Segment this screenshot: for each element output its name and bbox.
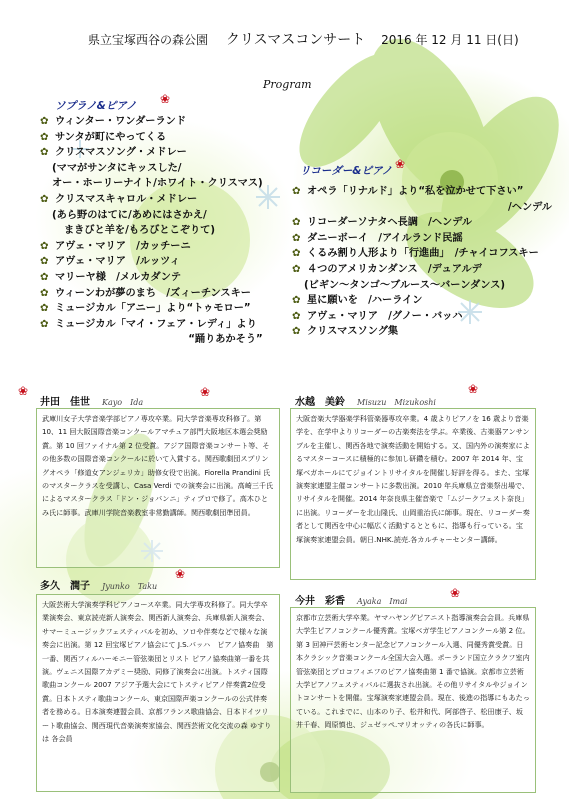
flower-icon: ❀ bbox=[160, 92, 171, 106]
program-item: ✿ マリーヤ様 /メルカダンテ bbox=[40, 270, 263, 286]
star-bullet-icon: ✿ bbox=[40, 256, 49, 268]
program-item: (ビギン〜タンゴ〜ブルース〜バーンダンス) bbox=[304, 279, 506, 291]
program-item: /ヘンデル bbox=[508, 201, 552, 213]
program-item: ✿ クリスマスキャロル・メドレー bbox=[40, 192, 263, 208]
star-bullet-icon: ✿ bbox=[292, 186, 301, 197]
flower-icon: ❀ bbox=[18, 384, 29, 398]
flower-icon: ❀ bbox=[450, 586, 461, 600]
performer-name: 多久 潤子 Jyunko Taku bbox=[40, 581, 158, 592]
star-bullet-icon: ✿ bbox=[40, 116, 49, 127]
performer-bio: 大阪音楽大学器楽学科管楽器専攻卒業。4 歳よりピアノを 16 歳より音楽学を、在学中よりリコーダーの古楽奏法を学ぶ。卒業後、古楽器アンサンブルを主催し、関西各地で演奏活動を開始する。又、国内外の演奏家によるマスターコースに積極的に参加し研鑽を積む。2007 年 2014 年、宝塚ベガホールにてジョイントリサイタルを開催し好評を得る。また、宝塚演奏家連盟主催コンサートに多数出演。2010 年兵庫県立音楽祭出場で、リサイタルを開催。2014 年奈良県主催音楽で「ムジークフェスト奈良」に出演。リコーダーを北山隆氏、山岡重治氏に師事。現在、リコーダー奏者として関西を中心に幅広く活動するとともに、指導も行っている。宝塚演奏家連盟会員。朝日.NHK.読売.各カルチャーセンター講師。 bbox=[290, 408, 536, 580]
performer-bio: 京都市立芸術大学卒業。ヤマハヤングピアニスト指導演奏会会員。兵庫県大学生ピアノコンクール優秀賞。宝塚ベガ学生ピアノコンクール第 2 位。第 3 回神戸芸術センター記念ピアノコンクール入選、同優秀賞受賞。日本クラシック音楽コンクール全国大会入選。ポーランド国立クラクフ室内管弦楽団とプロコフィエフのピアノ協奏曲第 1 番で協演。京都市立芸術大学ピアノフェスティバルに選抜され出演。その他リサイタルやジョイントコンサートを開催。宝塚演奏家連盟会員。現在、後進の指導にもあたっている。これまでに、山本のり子、松井和代、阿部啓子、松田康子、坂井千春、岡原慎也、ジュゼッペ.マリオッティの各氏に師事。 bbox=[290, 607, 536, 793]
program-item: ✿ クリスマスソング集 bbox=[292, 324, 552, 340]
program-item: ✿ リコーダーソナタヘ長調 /ヘンデル bbox=[292, 215, 552, 231]
star-bullet-icon: ✿ bbox=[292, 310, 301, 322]
performer-name: 水越 美鈴 Misuzu Mizukoshi bbox=[295, 397, 436, 408]
program-item: ✿ サンタが町にやってくる bbox=[40, 130, 263, 146]
recorder-heading: リコーダー&ピアノ bbox=[300, 165, 393, 177]
star-bullet-icon: ✿ bbox=[40, 287, 49, 299]
program-item: “踊りあかそう” bbox=[188, 334, 263, 346]
program-item: ✿ ウィーンわが夢のまち /ズィーチンスキー bbox=[40, 286, 263, 302]
venue-name: 県立宝塚西谷の森公園 bbox=[88, 33, 209, 47]
program-item: ✿ ウィンター・ワンダーランド bbox=[40, 114, 263, 130]
program-item: ✿ ミュージカル「アニー」より“トゥモロー” bbox=[40, 301, 263, 317]
star-bullet-icon: ✿ bbox=[292, 295, 301, 307]
program-item: ✿ クリスマスソング・メドレー bbox=[40, 145, 263, 161]
concert-title bbox=[88, 29, 525, 49]
star-bullet-icon: ✿ bbox=[40, 147, 49, 159]
program-item: ✿ アヴェ・マリア /カッチーニ bbox=[40, 239, 263, 255]
performer-name: 井田 佳世 Kayo Ida bbox=[40, 397, 144, 408]
star-bullet-icon: ✿ bbox=[40, 271, 49, 283]
program-item: ✿ アヴェ・マリア /ルッツィ bbox=[40, 254, 263, 270]
program-item: オー・ホーリーナイト/ホワイト・クリスマス) bbox=[52, 178, 263, 190]
program-item: (あら野のはてに/あめにはさかえ/ bbox=[52, 209, 207, 221]
program-item: ✿ ミュージカル「マイ・フェア・レディ」より bbox=[40, 317, 263, 333]
program-item: ✿ 星に願いを /ハーライン bbox=[292, 293, 552, 309]
program-item: ✿ オペラ「リナルド」より“私を泣かせて下さい” bbox=[292, 184, 552, 200]
event-name: クリスマスコンサート bbox=[225, 32, 366, 48]
program-item: ✿ アヴェ・マリア /グノー・バッハ bbox=[292, 309, 552, 325]
program-item: まきびと羊を/もろびとこぞりて) bbox=[64, 225, 216, 237]
flower-icon: ❀ bbox=[200, 385, 211, 399]
star-bullet-icon: ✿ bbox=[40, 240, 49, 252]
star-bullet-icon: ✿ bbox=[292, 248, 301, 260]
program-item: ✿ ４つのアメリカンダンス /デュアルデ bbox=[292, 262, 552, 278]
flower-icon: ❀ bbox=[175, 567, 186, 581]
program-title: Program bbox=[263, 78, 312, 91]
flower-icon: ❀ bbox=[468, 382, 479, 396]
soprano-program-list bbox=[40, 114, 263, 348]
performer-bio: 大阪芸術大学演奏学科ピアノコース卒業。同大学専攻科修了。同大学卒業演奏会、東京読売新人演奏会、関西新人演奏会、兵庫県新人演奏会、サマーミュージックフェスティバルを初め、ソロや伴奏などで様々な演奏会に出演。第 12 回宝塚ピアノ協会にて J.S.バッハ ピアノ協奏曲 第一番、関西フィルハーモニー管弦楽団とリスト ピアノ協奏曲第一番を共演。ヴェニス国際アカデミー奨励、同修了演奏会に出演。トスティ国際歌曲コンクール 2007 アジア予選大会にてトスティピアノ伴奏賞2位受賞。日本トスティ歌曲コンクール、東京国際声楽コンクールの公式伴奏者を務める。日本演奏連盟会員、京都フランス歌曲協会、日本ドイツリート歌曲協会、関西現代音楽演奏家協会、関西芸術文化交流の森 ゆすりは 各会員 bbox=[36, 594, 280, 792]
star-bullet-icon: ✿ bbox=[40, 193, 49, 205]
star-bullet-icon: ✿ bbox=[292, 217, 301, 229]
performer-bio: 武庫川女子大学音楽学部ピアノ専攻卒業。同大学音楽専攻科修了。第 10、11 回大阪国際音楽コンクールアマチュア部門大阪地区本選会奨励賞。第 10 回ファイナル第 2 位受賞。アジア国際音楽コンサート等、その他多数の国際音楽コンクールに於いて入賞する。関西歌劇団スプリングオペラ「修道女アンジェリカ」助修女役で出演。Fiorella Prandini 氏のマスタークラスを受講し、Casa Verdi での演奏会に出演。高崎三千氏によるマスタークラス「ドン・ジョバンニ」ティプロで修了。高木ひとみ氏に師事。武庫川学院音楽教室非常勤講師。関西歌劇団準団員。 bbox=[36, 408, 280, 568]
star-bullet-icon: ✿ bbox=[292, 326, 301, 338]
star-bullet-icon: ✿ bbox=[40, 303, 49, 315]
soprano-heading: ソプラノ&ピアノ bbox=[55, 100, 137, 112]
event-date: 2016 年 12 月 11 日(日) bbox=[381, 33, 519, 47]
star-bullet-icon: ✿ bbox=[292, 232, 301, 244]
star-bullet-icon: ✿ bbox=[40, 131, 49, 143]
program-item: ✿ ダニーボーイ /アイルランド民謡 bbox=[292, 231, 552, 247]
program-item: ✿ くるみ割り人形より「行進曲」 /チャイコフスキー bbox=[292, 246, 552, 262]
flower-icon: ❀ bbox=[395, 157, 406, 171]
star-bullet-icon: ✿ bbox=[40, 318, 49, 330]
program-item: (ママがサンタにキッスした/ bbox=[52, 162, 182, 174]
recorder-program-list bbox=[292, 184, 552, 340]
performer-name: 今井 彩香 Ayaka Imai bbox=[295, 596, 408, 607]
star-bullet-icon: ✿ bbox=[292, 263, 301, 275]
